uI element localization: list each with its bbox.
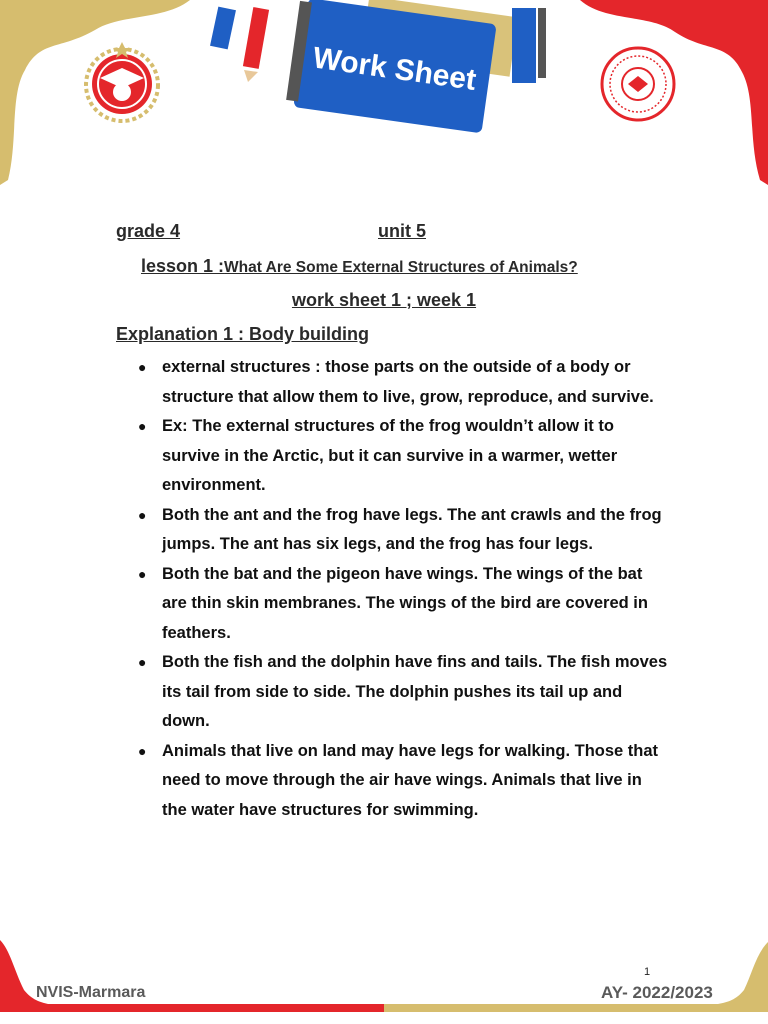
notebook-icon [285, 0, 518, 136]
list-item: ● Ex: The external structures of the frog wouldn’t allow it to survive in the Arctic, but it can survive in a warmer, wetter environment. [138, 412, 668, 501]
bullet-icon: ● [138, 506, 147, 523]
list-item: ● Both the ant and the frog have legs. The ant crawls and the frog jumps. The ant has six legs, and the frog has four legs. [138, 501, 668, 560]
header-decoration [0, 0, 768, 200]
bullet-icon: ● [138, 359, 147, 375]
list-item: ● Animals that live on land may have legs for walking. Those that need to move through the air have wings. Animals that live in the water have structures for swimming. [138, 737, 668, 826]
school-name: NVIS-Marmara [36, 984, 146, 1001]
worksheet-label: work sheet 1 ; week 1 [291, 290, 477, 310]
lesson-title: What Are Some External Structures of Animals? [224, 259, 578, 276]
unit-label: unit 5 [378, 221, 426, 241]
graduation-cap-icon [86, 42, 158, 121]
bullet-icon: ● [138, 565, 147, 582]
bullet-icon: ● [138, 654, 147, 670]
lesson-heading [141, 256, 578, 277]
ministry-seal-icon [602, 48, 674, 120]
bullet-icon: ● [138, 418, 147, 434]
bullet-icon: ● [138, 742, 147, 759]
academic-year: AY- 2022/2023 [601, 983, 713, 1002]
explanation-heading: Explanation 1 : Body building [116, 324, 370, 344]
bullet-list [138, 353, 668, 825]
pencil-icon [210, 7, 269, 82]
list-item: ● external structures : those parts on the outside of a body or structure that allow them to live, grow, reproduce, and survive. [138, 353, 668, 412]
grade-label: grade 4 [116, 221, 181, 241]
list-item: ● Both the bat and the pigeon have wings. The wings of the bat are thin skin membranes. The wings of the bird are covered in feathers. [138, 560, 668, 649]
lesson-label: lesson 1 : [141, 256, 225, 276]
list-item: ● Both the fish and the dolphin have fins and tails. The fish moves its tail from side to side. The dolphin pushes its tail up and down. [138, 648, 668, 737]
banner-text: Work Sheet [310, 41, 479, 97]
footer-decoration [0, 930, 768, 1024]
page-number: 1 [644, 966, 651, 978]
